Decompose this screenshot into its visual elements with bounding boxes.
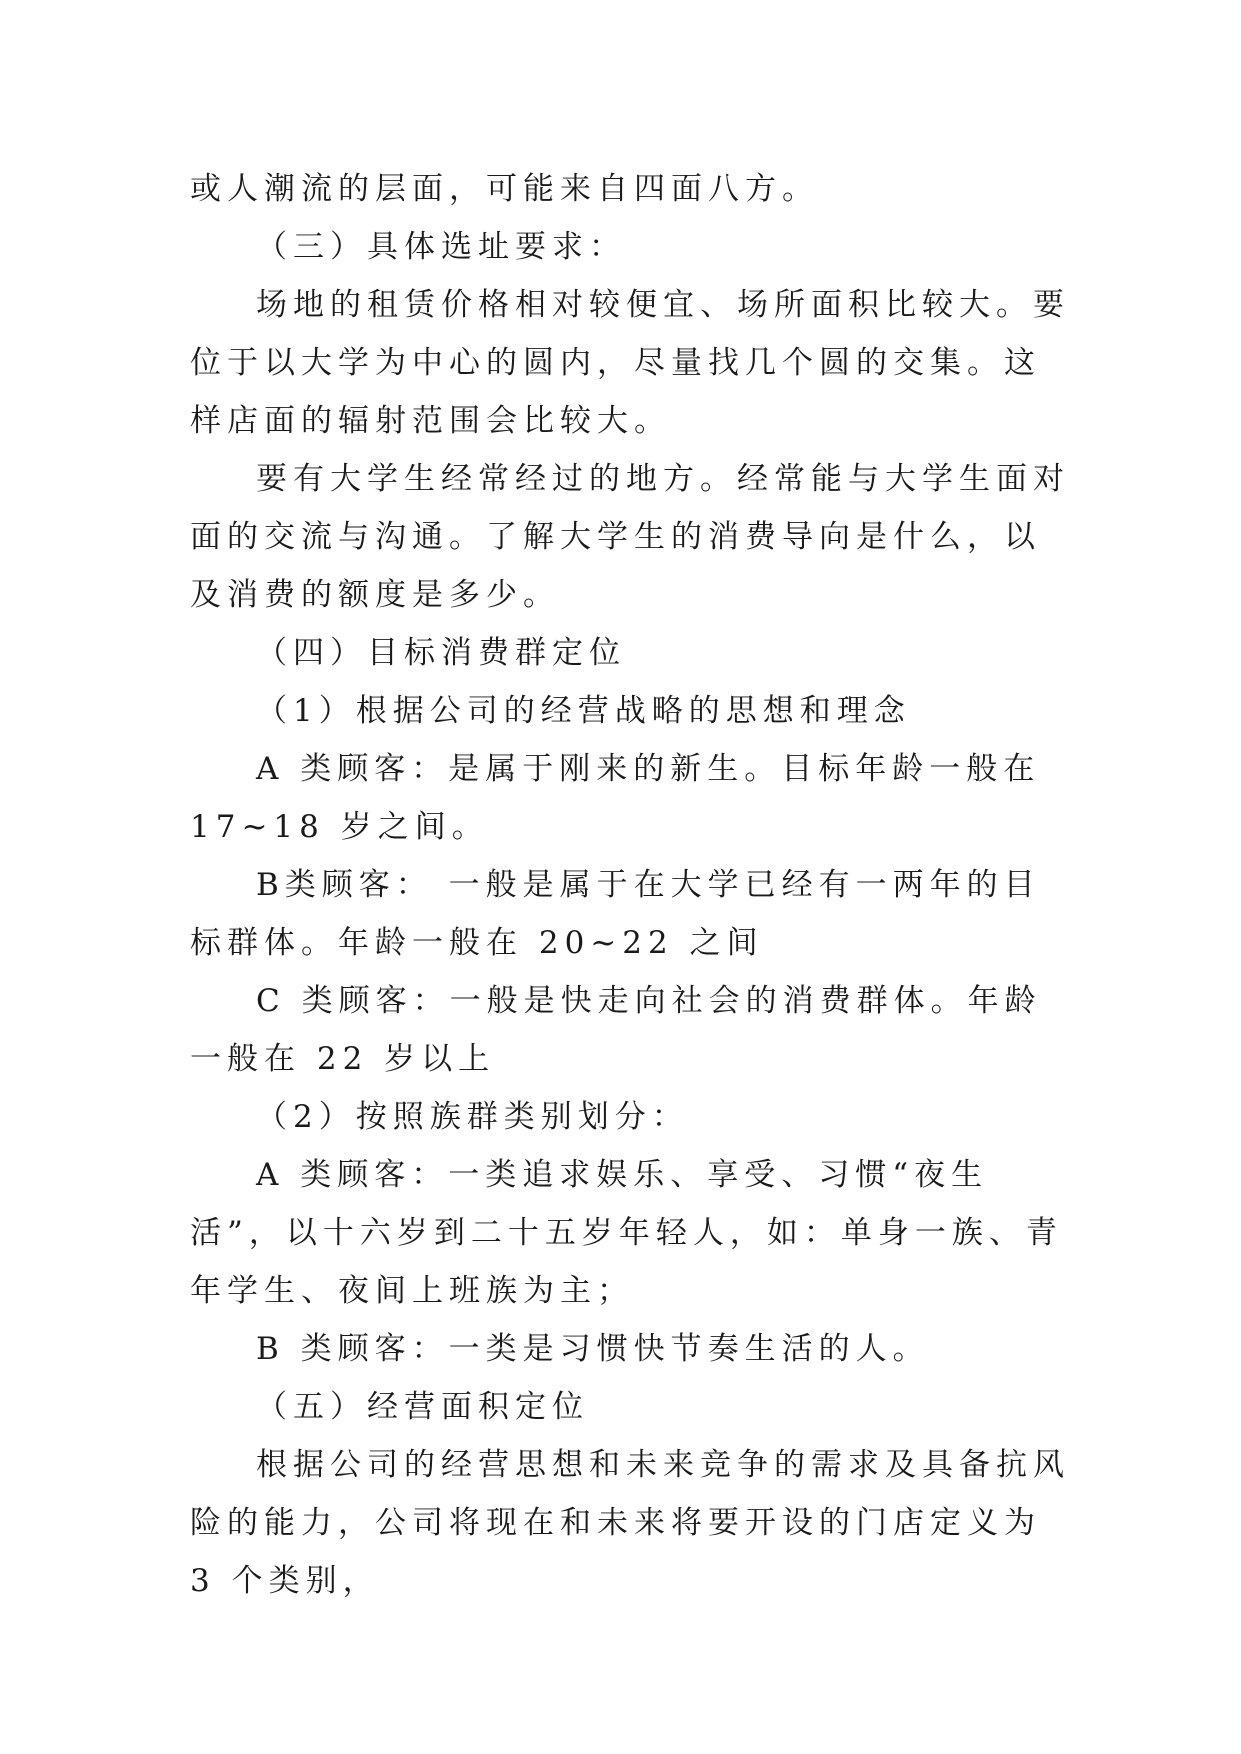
paragraph-p8: B 类顾客：一类是习惯快节奏生活的人。 [256, 1331, 930, 1367]
paragraph-p1: 或人潮流的层面，可能来自四面八方。 [190, 171, 819, 207]
heading-section-5: （五）经营面积定位 [256, 1389, 589, 1425]
paragraph-p6: C 类顾客：一般是快走向社会的消费群体。年龄一般在 22 岁以上 [190, 983, 1042, 1077]
heading-section-3: （三）具体选址要求： [256, 229, 626, 265]
paragraph-p4: A 类顾客：是属于刚来的新生。目标年龄一般在 17~18 岁之间。 [190, 751, 1041, 845]
subheading-4-1: （1）根据公司的经营战略的思想和理念 [256, 693, 911, 729]
paragraph-p7: A 类顾客：一类追求娱乐、享受、习惯“夜生活”，以十六岁到二十五岁年轻人，如：单身一族、青年学生、夜间上班族为主； [190, 1157, 1063, 1309]
subheading-4-2: （2）按照族群类别划分： [256, 1099, 689, 1135]
paragraph-p2: 场地的租赁价格相对较便宜、场所面积比较大。要位于以大学为中心的圆内，尽量找几个圆的交集。这样店面的辐射范围会比较大。 [190, 287, 1070, 439]
heading-section-4: （四）目标消费群定位 [256, 635, 626, 671]
paragraph-p3: 要有大学生经常经过的地方。经常能与大学生面对面的交流与沟通。了解大学生的消费导向是什么，以及消费的额度是多少。 [190, 461, 1070, 613]
paragraph-p5: B类顾客： 一般是属于在大学已经有一两年的目标群体。年龄一般在 20~22 之间 [190, 867, 1041, 961]
document-body [190, 160, 1070, 1610]
paragraph-p9: 根据公司的经营思想和未来竞争的需求及具备抗风险的能力，公司将现在和未来将要开设的门店定义为 3 个类别， [190, 1447, 1070, 1599]
